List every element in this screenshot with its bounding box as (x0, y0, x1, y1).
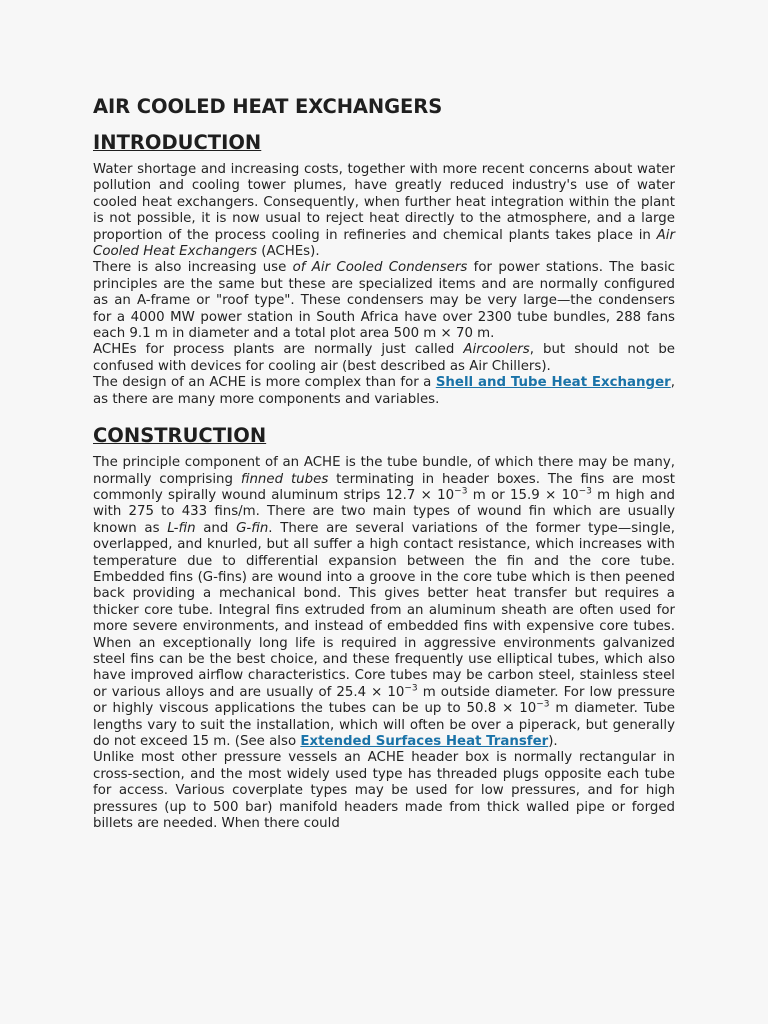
construction-paragraph-2: Unlike most other pressure vessels an ACHE header box is normally rectangular in cross-section, and the most widely used type has threaded plugs opposite each tube for access. Various coverplate types may be used for low pressures, and for high pressures (up to 500 bar) manifold headers made from thick walled pipe or forged billets are needed. When there could (93, 750, 675, 832)
intro-paragraph-3: ACHEs for process plants are normally just called Aircoolers, but should not be confused with devices for cooling air (best described as Air Chillers). (93, 342, 675, 374)
introduction-heading: INTRODUCTION (93, 131, 262, 154)
extended-surfaces-link[interactable]: Extended Surfaces Heat Transfer (300, 734, 549, 749)
document-page (93, 94, 675, 832)
construction-paragraph-1: The principle component of an ACHE is the tube bundle, of which there may be many, normally comprising finned tubes terminating in header boxes. The fins are most commonly spirally wound aluminum strips $12.7 \times 10^{-3}$ m or $15.9 \times 10^{-3}$ m high and with 275 to 433 fins/m. There are two main types of wound fin which are usually known as L-fin and G-fin. There are several variations of the former type—single, overlapped, and knurled, but all suffer a high contact resistance, which increases with temperature due to differential expansion between the fin and the core tube. Embedded fins (G-fins) are wound into a groove in the core tube which is then peened back providing a mechanical bond. This gives better heat transfer but requires a thicker core tube. Integral fins extruded from an aluminum sheath are often used for more severe environments, and instead of embedded fins with expensive core tubes. When an exceptionally long life is required in aggressive environments galvanized steel fins can be the best choice, and these frequently use elliptical tubes, which also have improved airflow characteristics. Core tubes may be carbon steel, stainless steel or various alloys and are usually of $25.4 \times 10^{-3}$ m outside diameter. For low pressure or highly viscous applications the tubes can be up to $50.8 \times 10^{-3}$ m diameter. Tube lengths vary to suit the installation, which will often be over a piperack, but generally do not exceed 15 m. (See also Extended Surfaces Heat Transfer). (93, 455, 676, 749)
intro-paragraph-4: The design of an ACHE is more complex than for a Shell and Tube Heat Exchanger, as there are many more components and variables. (93, 375, 675, 407)
intro-paragraph-2: There is also increasing use of Air Cooled Condensers for power stations. The basic principles are the same but these are specialized items and are normally configured as an A-frame or "roof type". These condensers may be very large—the condensers for a 4000 MW power station in South Africa have over 2300 tube bundles, 288 fans each 9.1 m in diameter and a total plot area 500 m × 70 m. (93, 260, 676, 342)
construction-heading: CONSTRUCTION (93, 424, 267, 448)
shell-and-tube-link[interactable]: Shell and Tube Heat Exchanger (435, 375, 671, 391)
document-title: AIR COOLED HEAT EXCHANGERS (93, 95, 443, 118)
intro-paragraph-1: Water shortage and increasing costs, together with more recent concerns about water pollution and cooling tower plumes, have greatly reduced industry's use of water cooled heat exchangers. Consequently, when further heat integration within the plant is not possible, it is now usual to reject heat directly to the atmosphere, and a large proportion of the process cooling in refineries and chemical plants takes place in Air Cooled Heat Exchangers (ACHEs). (93, 162, 675, 260)
